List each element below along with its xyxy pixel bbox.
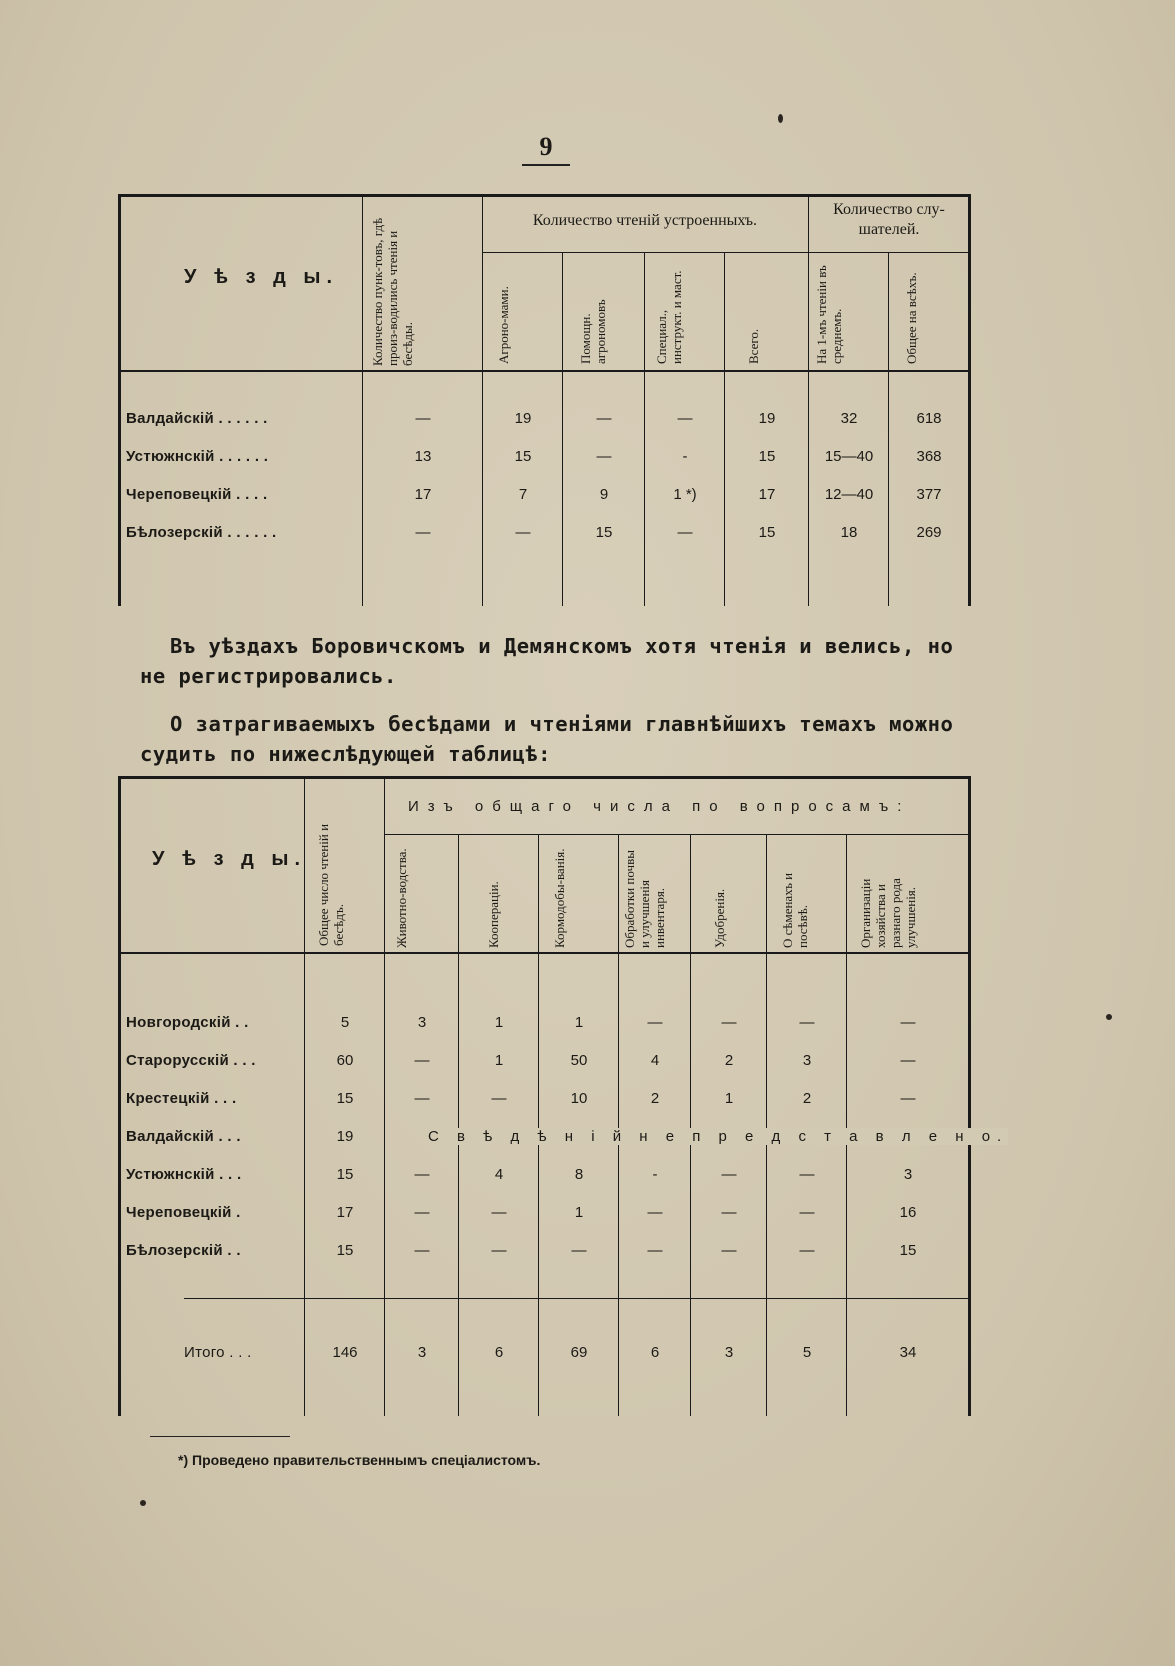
col-divider <box>846 834 847 1416</box>
cell: 9 <box>599 486 609 503</box>
cell: 4 <box>494 1166 504 1183</box>
right-border <box>968 194 971 606</box>
cell: 16 <box>899 1204 917 1221</box>
cell: — <box>596 448 612 465</box>
cell: 3 <box>724 1344 734 1361</box>
paragraph-1-line-2: не регистрировались. <box>140 664 397 688</box>
cell: 368 <box>916 448 942 465</box>
footnote-rule <box>150 1436 290 1437</box>
cell: — <box>900 1014 916 1031</box>
cell: — <box>799 1242 815 1259</box>
group-header-topics: Изъ общаго числа по вопросамъ: <box>408 798 911 815</box>
cell: 15 <box>336 1090 354 1107</box>
col-divider <box>538 834 539 1416</box>
header-bottom-rule <box>118 952 970 954</box>
cell: 1 <box>494 1052 504 1069</box>
cell: 6 <box>650 1344 660 1361</box>
col-divider <box>304 776 305 1416</box>
col-header-spec: Специал., инструкт. и маст. <box>654 270 684 364</box>
cell: 19 <box>336 1128 354 1145</box>
cell: 377 <box>916 486 942 503</box>
paragraph-2-line-1: О затрагиваемыхъ бесѣдами и чтеніями главнѣйшихъ темахъ можно <box>170 712 954 736</box>
ink-speck <box>778 114 783 123</box>
cell: 618 <box>916 410 942 427</box>
row-label: Бѣлозерскій . . . . . . <box>126 524 277 541</box>
cell: 12—40 <box>824 486 874 503</box>
cell: — <box>414 1242 430 1259</box>
ink-speck <box>140 1500 146 1506</box>
row-label: Валдайскій . . . . . . <box>126 410 268 427</box>
cell: — <box>571 1242 587 1259</box>
cell: 269 <box>916 524 942 541</box>
cell: 17 <box>336 1204 354 1221</box>
col-header-topic-4: Обработки почвы и улучшенія инвентаря. <box>622 850 667 948</box>
cell: — <box>515 524 531 541</box>
cell: 2 <box>802 1090 812 1107</box>
row-label: Бѣлозерскій . . <box>126 1242 241 1259</box>
col-header-uezdy: У ѣ з д ы. <box>152 848 306 870</box>
cell: 5 <box>340 1014 350 1031</box>
col-divider <box>888 252 889 606</box>
col-divider <box>482 194 483 606</box>
topics-table <box>118 776 1009 1416</box>
right-border <box>968 776 971 1416</box>
cell: — <box>414 1052 430 1069</box>
footnote: *) Проведено правительственнымъ спеціалистомъ. <box>178 1452 541 1468</box>
cell: — <box>647 1242 663 1259</box>
row-label: Устюжнскій . . . . . . <box>126 448 269 465</box>
col-header-punkty: Количество пунк-товъ, гдѣ произ-водились чтенія и бесѣды. <box>370 217 415 366</box>
cell: — <box>414 1204 430 1221</box>
cell: — <box>677 524 693 541</box>
ink-speck <box>1106 1014 1112 1020</box>
cell: 1 <box>574 1014 584 1031</box>
cell: — <box>900 1052 916 1069</box>
cell: 146 <box>332 1344 358 1361</box>
col-header-topic-2: Коопераціи. <box>486 881 501 948</box>
group-rule-listeners <box>808 252 970 253</box>
col-divider <box>766 834 767 1416</box>
cell: 17 <box>758 486 776 503</box>
cell: 7 <box>518 486 528 503</box>
cell: 19 <box>758 410 776 427</box>
cell: — <box>799 1014 815 1031</box>
col-divider <box>362 194 363 606</box>
cell: 1 <box>494 1014 504 1031</box>
cell: 19 <box>514 410 532 427</box>
cell: 34 <box>899 1344 917 1361</box>
row-label: Валдайскій . . . <box>126 1128 241 1145</box>
cell: 5 <box>802 1344 812 1361</box>
table-top-rule <box>118 194 970 197</box>
col-header-topic-7: Организаціи хозяйства и разнаго рода улучшенія. <box>858 878 918 948</box>
cell: — <box>799 1166 815 1183</box>
cell: — <box>415 410 431 427</box>
cell: 3 <box>417 1344 427 1361</box>
cell: — <box>721 1242 737 1259</box>
cell: — <box>647 1014 663 1031</box>
col-divider <box>644 252 645 606</box>
row-label: Старорусскій . . . <box>126 1052 256 1069</box>
cell: - <box>652 1166 658 1183</box>
cell: 13 <box>414 448 432 465</box>
left-border <box>118 194 121 606</box>
col-header-total: Общее число чтеній и бесѣдъ. <box>316 823 346 946</box>
cell: 15 <box>514 448 532 465</box>
table-top-rule <box>118 776 970 779</box>
col-header-agronomami: Агроно-мами. <box>496 286 511 364</box>
col-header-na1: На 1-мъ чтеніи въ среднемъ. <box>814 265 844 364</box>
left-border <box>118 776 121 1416</box>
cell: — <box>414 1090 430 1107</box>
cell: 50 <box>570 1052 588 1069</box>
cell: — <box>596 410 612 427</box>
group-header-listeners: Количество слу-шателей. <box>833 201 945 238</box>
col-divider <box>618 834 619 1416</box>
cell: — <box>900 1090 916 1107</box>
cell: 8 <box>574 1166 584 1183</box>
paragraph-1-line-1: Въ уѣздахъ Боровичскомъ и Демянскомъ хотя чтенія и велись, но <box>170 634 954 658</box>
cell: 15 <box>336 1242 354 1259</box>
col-header-vsego: Всего. <box>746 328 761 364</box>
col-divider <box>384 776 385 1416</box>
col-divider <box>562 252 563 606</box>
cell: — <box>721 1204 737 1221</box>
cell: — <box>415 524 431 541</box>
cell: 1 <box>574 1204 584 1221</box>
cell: - <box>682 448 688 465</box>
cell: 3 <box>903 1166 913 1183</box>
paragraph-2-line-2: судить по нижеслѣдующей таблицѣ: <box>140 742 551 766</box>
col-divider <box>808 194 809 606</box>
readings-table <box>118 194 970 606</box>
total-label: Итого . . . <box>184 1344 252 1361</box>
col-divider <box>690 834 691 1416</box>
cell: 4 <box>650 1052 660 1069</box>
row-label: Устюжнскій . . . <box>126 1166 242 1183</box>
cell: — <box>647 1204 663 1221</box>
cell: 15 <box>336 1166 354 1183</box>
cell: 69 <box>570 1344 588 1361</box>
group-rule <box>482 252 808 253</box>
cell: 15 <box>758 448 776 465</box>
cell: 15 <box>595 524 613 541</box>
cell: 2 <box>650 1090 660 1107</box>
cell: 18 <box>840 524 858 541</box>
cell: 3 <box>802 1052 812 1069</box>
cell: 17 <box>414 486 432 503</box>
cell: 15—40 <box>824 448 874 465</box>
cell: — <box>721 1166 737 1183</box>
cell: 15 <box>899 1242 917 1259</box>
page-number-underline <box>522 164 570 166</box>
col-header-pomoshch: Помощн. агрономовъ <box>578 299 608 364</box>
cell: — <box>677 410 693 427</box>
col-divider <box>724 252 725 606</box>
col-header-uezdy: У ѣ з д ы. <box>184 266 338 288</box>
cell: 32 <box>840 410 858 427</box>
cell: — <box>799 1204 815 1221</box>
itogo-rule <box>184 1298 970 1299</box>
cell: 1 <box>724 1090 734 1107</box>
row-label: Крестецкій . . . <box>126 1090 237 1107</box>
group-rule <box>384 834 970 835</box>
cell: — <box>491 1242 507 1259</box>
cell: 2 <box>724 1052 734 1069</box>
cell: 15 <box>758 524 776 541</box>
group-header-readings: Количество чтеній устроенныхъ. <box>532 212 758 229</box>
col-header-topic-1: Животно-водства. <box>394 848 409 948</box>
row-label: Новгородскій . . <box>126 1014 249 1031</box>
col-header-obshchee: Общее на всѣхъ. <box>904 272 919 364</box>
cell: 6 <box>494 1344 504 1361</box>
row-label: Череповецкій . . . . <box>126 486 268 503</box>
page-number: 9 <box>539 132 553 161</box>
cell: 3 <box>417 1014 427 1031</box>
col-header-topic-6: О сѣменахъ и посѣвѣ. <box>780 872 810 948</box>
cell: — <box>414 1166 430 1183</box>
col-header-topic-5: Удобренія. <box>712 888 727 948</box>
cell: — <box>491 1090 507 1107</box>
header-bottom-rule <box>118 370 970 372</box>
cell: 1 *) <box>673 486 697 503</box>
no-data-note: С в ѣ д ѣ н і й н е п р е д с т а в л е н о. <box>428 1128 1009 1145</box>
cell: 60 <box>336 1052 354 1069</box>
row-label: Череповецкій . <box>126 1204 241 1221</box>
col-divider <box>458 834 459 1416</box>
cell: — <box>721 1014 737 1031</box>
cell: 10 <box>570 1090 588 1107</box>
col-header-topic-3: Кормодобы-ванія. <box>552 848 567 948</box>
cell: — <box>491 1204 507 1221</box>
